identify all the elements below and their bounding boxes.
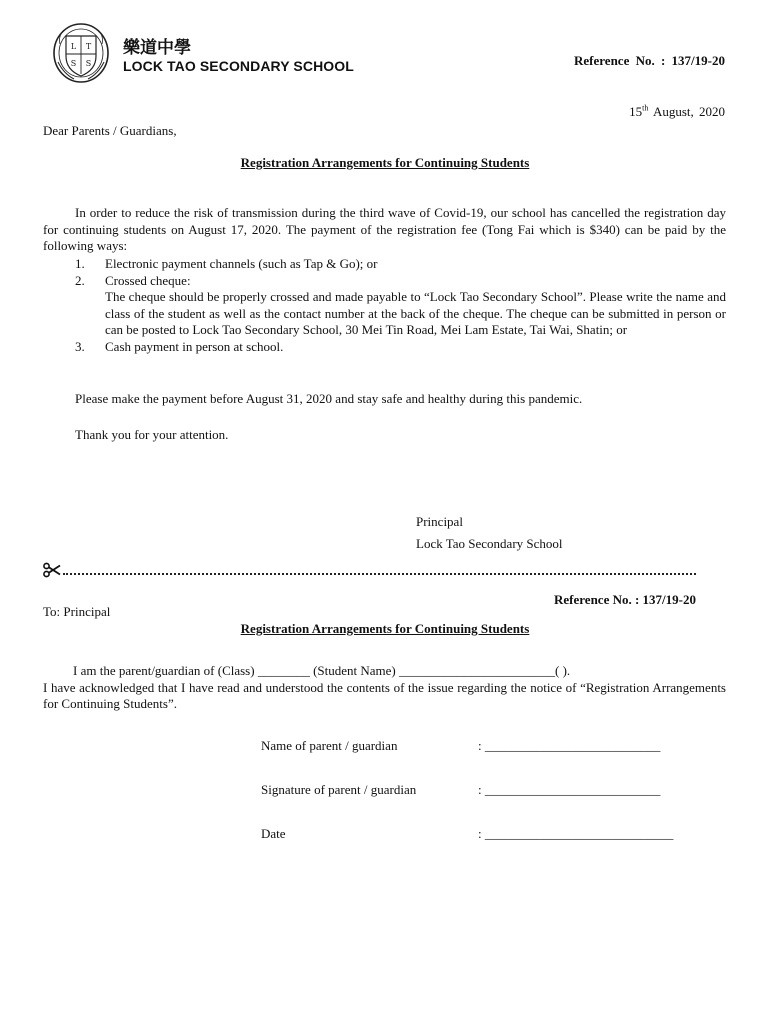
svg-text:L: L [70, 42, 77, 51]
dotted-divider [63, 573, 696, 575]
salutation: Dear Parents / Guardians, [43, 123, 177, 138]
payment-options-list [75, 256, 726, 355]
thanks-paragraph: Thank you for your attention. [75, 427, 229, 442]
parent-name-label: Name of parent / guardian [261, 738, 398, 753]
date-day: 15 [629, 104, 643, 119]
svg-text:S: S [70, 59, 77, 68]
date-suffix: th [642, 103, 649, 113]
list-item [75, 289, 726, 339]
date-field[interactable]: : _____________________________ [478, 826, 674, 841]
reply-recipient: To: Principal [43, 604, 111, 619]
reply-line-class-student[interactable]: I am the parent/guardian of (Class) ________ (Student Name) ________________________( ). [73, 663, 571, 678]
intro-paragraph: In order to reduce the risk of transmission during the third wave of Covid-19, our school has cancelled the registration day for continuing students on August 17, 2020. The payment of the registration fee (Tong Fai which is $340) can be paid by the following ways: [43, 205, 726, 253]
letter-title: Registration Arrangements for Continuing Students [240, 155, 530, 170]
svg-text:T: T [85, 42, 92, 51]
scissors-icon [43, 562, 61, 578]
school-name-chinese: 樂道中學 [123, 38, 191, 58]
reply-line-acknowledgement: I have acknowledged that I have read and understood the contents of the issue regarding the notice of “Registration Arrangements for Continuing Students”. [43, 679, 726, 711]
signoff-role: Principal [416, 514, 463, 529]
list-item-text: Cash payment in person at school. [105, 338, 284, 354]
svg-text:S: S [85, 59, 92, 68]
reply-title: Registration Arrangements for Continuing Students [240, 621, 530, 636]
deadline-paragraph: Please make the payment before August 31, 2020 and stay safe and healthy during this pandemic. [75, 391, 583, 406]
school-logo [52, 22, 110, 84]
list-item [75, 339, 726, 356]
signature-label: Signature of parent / guardian [261, 782, 417, 797]
signoff-school: Lock Tao Secondary School [416, 536, 563, 551]
list-item-text: Electronic payment channels (such as Tap & Go); or [105, 256, 378, 271]
letter-date [629, 104, 725, 120]
list-item-number: 3. [75, 338, 85, 354]
signature-field[interactable]: : ___________________________ [478, 782, 661, 797]
parent-name-field[interactable]: : ___________________________ [478, 738, 661, 753]
date-label: Date [261, 826, 286, 841]
list-item-number [75, 289, 105, 339]
school-name-english: LOCK TAO SECONDARY SCHOOL [123, 58, 354, 74]
list-item-text: The cheque should be properly crossed and made payable to “Lock Tao Secondary School”. Please write the name and class of the student as well as the contact number at the back of the cheque. The cheque can be submitted in person or can be posted to Lock Tao Secondary School, 30 Mei Tin Road, Mei Lam Estate, Tai Wai, Shatin; or [105, 289, 726, 337]
reference-number: Reference No. : 137/19-20 [574, 53, 725, 68]
list-item [75, 256, 726, 273]
list-item-number: 1. [75, 256, 85, 271]
list-item-text: Crossed cheque: [105, 272, 191, 288]
list-item [75, 273, 726, 290]
reply-reference-number: Reference No. : 137/19-20 [554, 592, 696, 607]
cut-line [43, 560, 696, 580]
list-item-number: 2. [75, 272, 85, 288]
date-month-year: August, 2020 [648, 104, 725, 119]
reply-statement [43, 663, 726, 713]
